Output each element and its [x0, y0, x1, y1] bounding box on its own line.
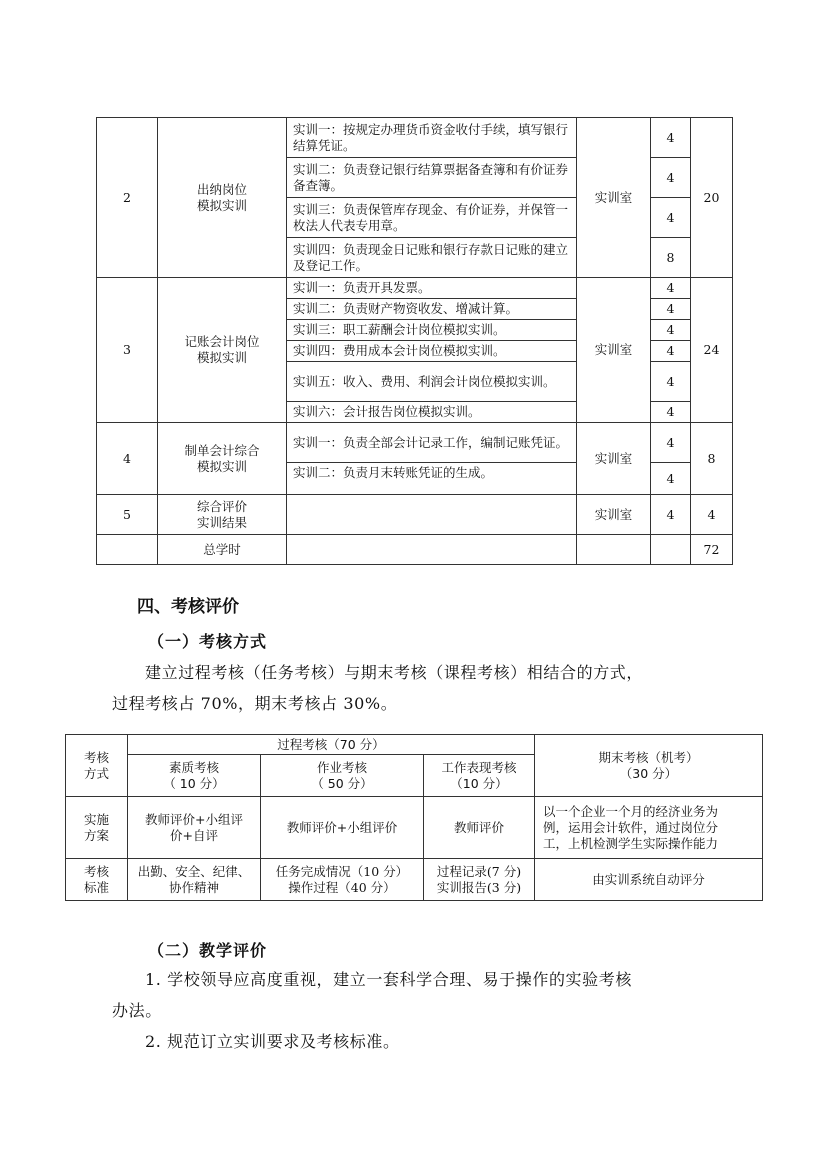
group-total-hours: 24 — [691, 278, 733, 423]
standard-final: 由实训系统自动评分 — [535, 859, 763, 901]
project-name: 制单会计综合 模拟实训 — [158, 423, 287, 495]
plan-quality: 教师评价+小组评 价+自评 — [128, 797, 261, 859]
paragraph-line: 建立过程考核（任务考核）与期末考核（课程考核）相结合的方式， — [145, 663, 644, 682]
group-total-hours: 4 — [691, 495, 733, 535]
training-item: 实训二：负责登记银行结算票据备查簿和有价证券备查簿。 — [287, 158, 577, 198]
row-label-standard: 考核 标准 — [66, 859, 128, 901]
assessment-table — [65, 734, 763, 901]
paragraph-line: 过程考核占 70%，期末考核占 30%。 — [112, 694, 398, 713]
row-number: 4 — [97, 423, 158, 495]
item-hours: 4 — [651, 198, 691, 238]
item-hours: 4 — [651, 341, 691, 362]
training-item: 实训四：负责现金日记账和银行存款日记账的建立及登记工作。 — [287, 238, 577, 278]
section-title: 四、考核评价 — [137, 597, 239, 617]
item-hours: 4 — [651, 463, 691, 495]
total-label: 总学时 — [158, 535, 287, 565]
item-hours: 4 — [651, 278, 691, 299]
training-item: 实训六：会计报告岗位模拟实训。 — [287, 402, 577, 423]
project-name: 出纳岗位 模拟实训 — [158, 118, 287, 278]
training-item: 实训一：负责开具发票。 — [287, 278, 577, 299]
item-hours: 4 — [651, 320, 691, 341]
empty-cell — [97, 535, 158, 565]
training-place: 实训室 — [577, 495, 651, 535]
group-total-hours: 20 — [691, 118, 733, 278]
header-homework: 作业考核 （ 50 分） — [261, 755, 424, 797]
plan-final: 以一个企业一个月的经济业务为 例，运用会计软件，通过岗位分 工，上机检测学生实际操作能力 — [535, 797, 763, 859]
header-work: 工作表现考核 （10 分） — [424, 755, 535, 797]
item-hours: 4 — [651, 158, 691, 198]
training-item: 实训二：负责财产物资收发、增减计算。 — [287, 299, 577, 320]
empty-cell — [651, 535, 691, 565]
training-item: 实训三：职工薪酬会计岗位模拟实训。 — [287, 320, 577, 341]
training-item: 实训五：收入、费用、利润会计岗位模拟实训。 — [287, 362, 577, 402]
item-hours: 4 — [651, 402, 691, 423]
row-number: 5 — [97, 495, 158, 535]
item-hours: 8 — [651, 238, 691, 278]
row-number: 3 — [97, 278, 158, 423]
header-quality: 素质考核 （ 10 分） — [128, 755, 261, 797]
item-hours: 4 — [651, 423, 691, 463]
item-hours: 4 — [651, 299, 691, 320]
row-number: 2 — [97, 118, 158, 278]
standard-quality: 出勤、安全、纪律、 协作精神 — [128, 859, 261, 901]
training-item: 实训三：负责保管库存现金、有价证券，并保管一枚法人代表专用章。 — [287, 198, 577, 238]
plan-homework: 教师评价+小组评价 — [261, 797, 424, 859]
item-hours: 4 — [651, 495, 691, 535]
training-item: 实训二：负责月末转账凭证的生成。 — [287, 463, 577, 495]
project-name: 综合评价 实训结果 — [158, 495, 287, 535]
total-hours: 72 — [691, 535, 733, 565]
training-item — [287, 495, 577, 535]
group-total-hours: 8 — [691, 423, 733, 495]
item-hours: 4 — [651, 118, 691, 158]
paragraph-line: 办法。 — [112, 1001, 162, 1020]
subsection-title: （一）考核方式 — [148, 632, 268, 651]
empty-cell — [287, 535, 577, 565]
training-place: 实训室 — [577, 118, 651, 278]
training-place: 实训室 — [577, 278, 651, 423]
training-place: 实训室 — [577, 423, 651, 495]
plan-work: 教师评价 — [424, 797, 535, 859]
paragraph-line: 1. 学校领导应高度重视，建立一套科学合理、易于操作的实验考核 — [145, 970, 632, 989]
training-table — [96, 117, 733, 565]
standard-homework: 任务完成情况（10 分） 操作过程（40 分） — [261, 859, 424, 901]
item-hours: 4 — [651, 362, 691, 402]
training-item: 实训四：费用成本会计岗位模拟实训。 — [287, 341, 577, 362]
standard-work: 过程记录(7 分) 实训报告(3 分) — [424, 859, 535, 901]
project-name: 记账会计岗位 模拟实训 — [158, 278, 287, 423]
header-method: 考核 方式 — [66, 735, 128, 797]
subsection-title: （二）教学评价 — [148, 941, 268, 960]
header-final: 期末考核（机考） （30 分） — [535, 735, 763, 797]
paragraph-line: 2. 规范订立实训要求及考核标准。 — [145, 1032, 400, 1051]
empty-cell — [577, 535, 651, 565]
training-item: 实训一：按规定办理货币资金收付手续，填写银行结算凭证。 — [287, 118, 577, 158]
row-label-plan: 实施 方案 — [66, 797, 128, 859]
training-item: 实训一：负责全部会计记录工作，编制记账凭证。 — [287, 423, 577, 463]
header-process: 过程考核（70 分） — [128, 735, 535, 755]
